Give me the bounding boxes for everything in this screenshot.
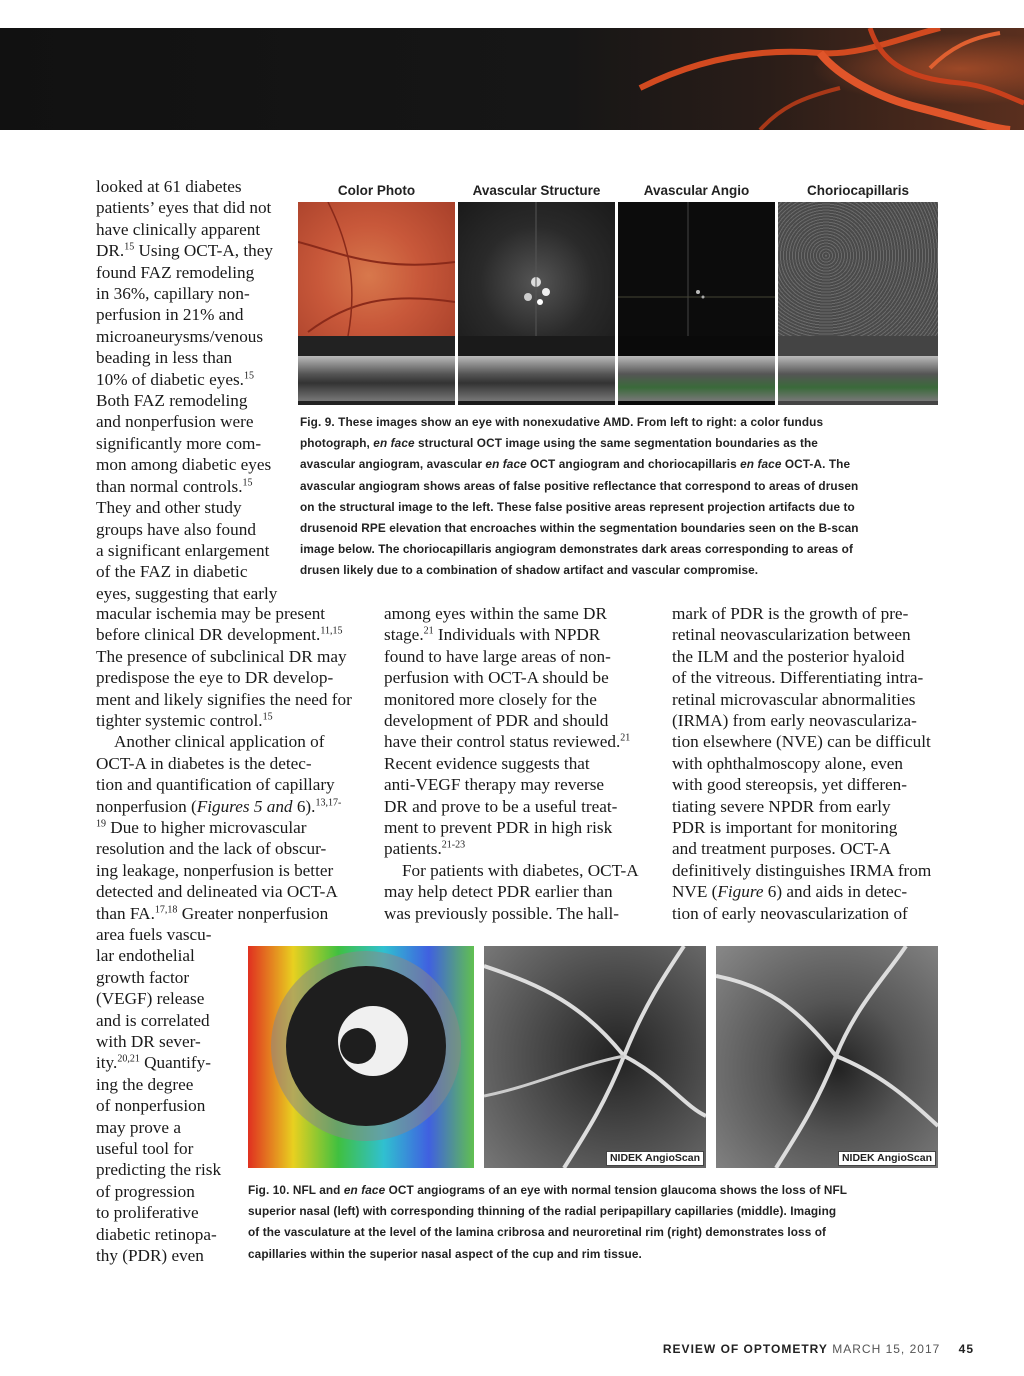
- fig9-panel-avascular-angio: [618, 180, 775, 405]
- page-footer: [663, 1342, 974, 1356]
- text-line: groups have also found: [96, 519, 256, 539]
- angio-spots-icon: [618, 202, 775, 336]
- text-line: They and other study: [96, 498, 242, 518]
- text-line: may help detect PDR earlier than: [384, 882, 613, 902]
- caption-line: on the structural image to the left. These false positive areas represent projection artifacts due to: [300, 499, 855, 514]
- caption-line: superior nasal (left) with corresponding thinning of the radial peripapillary capillaries (middle). Imaging: [248, 1204, 837, 1219]
- text-line: before clinical DR development.$^{11,15}$: [96, 625, 343, 645]
- header-banner: [0, 28, 1024, 130]
- text-line: thy (PDR) even: [96, 1246, 204, 1266]
- text-line: found to have large areas of non-: [384, 646, 611, 666]
- text-line: significantly more com-: [96, 433, 262, 453]
- column-1-middle: [96, 603, 371, 924]
- angio-image: [618, 202, 775, 336]
- text-line: was previously possible. The hall-: [384, 903, 620, 923]
- text-line: a significant enlargement: [96, 540, 270, 560]
- text-line: retinal neovascularization between: [672, 625, 911, 645]
- text-line: Another clinical application of: [114, 732, 325, 752]
- bscan-image: [778, 356, 938, 401]
- caption-line: drusen likely due to a combination of shadow artifact and vascular compromise.: [300, 563, 759, 578]
- text-line: among eyes within the same DR: [384, 604, 607, 623]
- text-line: microaneurysms/venous: [96, 326, 264, 346]
- text-line: ity.$^{20,21}$ Quantify-: [96, 1053, 211, 1073]
- caption-line: photograph, en face structural OCT image using the same segmentation boundaries as the: [300, 436, 818, 451]
- text-line: of the FAZ in diabetic: [96, 562, 248, 582]
- text-line: DR.$^{15}$ Using OCT-A, they: [96, 241, 273, 261]
- structure-image: [458, 202, 615, 336]
- text-line: of the vitreous. Differentiating intra-: [672, 668, 924, 688]
- text-line: found FAZ remodeling: [96, 262, 255, 282]
- text-line: of nonperfusion: [96, 1096, 206, 1116]
- text-line: ment to prevent PDR in high risk: [384, 818, 613, 838]
- bscan-image: [618, 356, 775, 401]
- capillary-vessels-icon: [484, 946, 706, 1168]
- text-line: perfusion with OCT-A should be: [384, 668, 609, 688]
- drusen-spots-icon: [458, 202, 615, 336]
- text-line: Recent evidence suggests that: [384, 753, 590, 773]
- text-line: lar endothelial: [96, 946, 195, 966]
- text-line: than normal controls.$^{15}$: [96, 476, 253, 496]
- text-line: macular ischemia may be present: [96, 604, 326, 623]
- text-line: definitively distinguishes IRMA from: [672, 860, 932, 880]
- text-line: and treatment purposes. OCT-A: [672, 839, 891, 859]
- fig9-panel-avascular-structure: [458, 180, 615, 405]
- text-line: with DR sever-: [96, 1032, 201, 1052]
- text-line: of progression: [96, 1181, 195, 1201]
- text-line: (VEGF) release: [96, 989, 205, 1009]
- text-line: development of PDR and should: [384, 711, 609, 731]
- text-line: $^{19}$ Due to higher microvascular: [96, 818, 307, 838]
- text-line: than FA.$^{17,18}$ Greater nonperfusion: [96, 903, 329, 923]
- text-line: mon among diabetic eyes: [96, 455, 272, 475]
- text-line: mark of PDR is the growth of pre-: [672, 604, 909, 623]
- caption-line: image below. The choriocapillaris angiogram demonstrates dark areas corresponding to areas of: [300, 542, 853, 557]
- column-1-top: [96, 176, 296, 604]
- text-line: tion of early neovascularization of: [672, 903, 908, 923]
- fig9-panel-color-photo: [298, 180, 455, 405]
- retinal-vessels-icon: [298, 202, 455, 336]
- text-line: beading in less than: [96, 348, 233, 368]
- text-line: nonperfusion (Figures 5 and 6).$^{13,17-}$: [96, 796, 342, 816]
- fig9-title-color-photo: Color Photo: [298, 180, 455, 202]
- text-line: patients.$^{21-23}$: [384, 839, 466, 859]
- text-line: have clinically apparent: [96, 219, 261, 239]
- text-line: diabetic retinopa-: [96, 1224, 217, 1244]
- text-line: The presence of subclinical DR may: [96, 646, 347, 666]
- text-line: ing leakage, nonperfusion is better: [96, 860, 334, 880]
- fig9-panel-choriocapillaris: [778, 180, 938, 405]
- text-line: resolution and the lack of obscur-: [96, 839, 327, 859]
- page-number: 45: [958, 1342, 974, 1356]
- text-line: ment and likely signifies the need for: [96, 689, 352, 709]
- text-line: useful tool for: [96, 1139, 194, 1159]
- lamina-vessels-icon: [716, 946, 938, 1168]
- caption-line: Fig. 9. These images show an eye with nonexudative AMD. From left to right: a color fundus: [300, 415, 824, 429]
- column-3: [672, 603, 962, 924]
- caption-line: capillaries within the superior nasal aspect of the cup and rim tissue.: [248, 1246, 642, 1261]
- fig10-badge-middle: NIDEK AngioScan: [606, 1151, 704, 1166]
- text-line: and is correlated: [96, 1010, 210, 1030]
- text-line: the ILM and the posterior hyaloid: [672, 646, 905, 666]
- text-line: looked at 61 diabetes: [96, 177, 242, 196]
- text-line: and nonperfusion were: [96, 412, 254, 432]
- text-line: anti-VEGF therapy may reverse: [384, 775, 605, 795]
- fig10-badge-right: NIDEK AngioScan: [838, 1151, 936, 1166]
- text-line: predicting the risk: [96, 1160, 222, 1180]
- text-line: perfusion in 21% and: [96, 305, 244, 325]
- fig9-title-choriocapillaris: Choriocapillaris: [778, 180, 938, 202]
- caption-line: avascular angiogram, avascular en face OCT angiogram and choriocapillaris en face OCT-A. The: [300, 457, 851, 472]
- text-line: growth factor: [96, 967, 190, 987]
- fig10-panel-rpc-angio: [484, 946, 706, 1168]
- fig10-panel-lamina-angio: [716, 946, 938, 1168]
- caption-line: of the vasculature at the level of the lamina cribrosa and neuroretinal rim (right) demonstrates loss of: [248, 1225, 827, 1240]
- choriocapillaris-image: [778, 202, 938, 336]
- caption-line: drusenoid RPE elevation that encroaches within the segmentation boundaries seen on the B-scan: [300, 521, 859, 536]
- text-line: have their control status reviewed.$^{21}$: [384, 732, 631, 752]
- text-line: DR and prove to be a useful treat-: [384, 796, 618, 816]
- text-line: area fuels vascu-: [96, 925, 212, 944]
- text-line: For patients with diabetes, OCT-A: [402, 860, 639, 880]
- text-line: to proliferative: [96, 1203, 199, 1223]
- text-line: PDR is important for monitoring: [672, 818, 898, 838]
- text-line: with good stereopsis, yet differen-: [672, 775, 908, 795]
- fig9-caption: [300, 412, 940, 582]
- text-line: predispose the eye to DR develop-: [96, 668, 334, 688]
- text-line: monitored more closely for the: [384, 689, 597, 709]
- text-line: OCT-A in diabetes is the detec-: [96, 753, 312, 773]
- text-line: may prove a: [96, 1117, 181, 1137]
- text-line: Both FAZ remodeling: [96, 391, 248, 411]
- text-line: ing the degree: [96, 1074, 194, 1094]
- text-line: tion and quantification of capillary: [96, 775, 335, 795]
- text-line: eyes, suggesting that early: [96, 583, 278, 603]
- text-line: stage.$^{21}$ Individuals with NPDR: [384, 625, 601, 645]
- optic-disc-icon: [248, 946, 474, 1168]
- bscan-image: [298, 356, 455, 401]
- text-line: 10% of diabetic eyes.$^{15}$: [96, 369, 254, 389]
- text-line: in 36%, capillary non-: [96, 284, 250, 304]
- text-line: (IRMA) from early neovasculariza-: [672, 711, 917, 731]
- fundus-photo: [298, 202, 455, 336]
- text-line: NVE (Figure 6) and aids in detec-: [672, 882, 908, 902]
- text-line: tiating severe NPDR from early: [672, 796, 891, 816]
- caption-line: Fig. 10. NFL and en face OCT angiograms of an eye with normal tension glaucoma shows the loss of NFL: [248, 1183, 848, 1197]
- footer-date: MARCH 15, 2017: [832, 1342, 941, 1356]
- text-line: patients’ eyes that did not: [96, 198, 272, 218]
- fig9-title-avascular-angio: Avascular Angio: [618, 180, 775, 202]
- fig9-title-avascular-structure: Avascular Structure: [458, 180, 615, 202]
- text-line: detected and delineated via OCT-A: [96, 882, 338, 902]
- text-line: tion elsewhere (NVE) can be difficult: [672, 732, 931, 752]
- column-2: [384, 603, 659, 924]
- bscan-image: [458, 356, 615, 401]
- column-1-bottom: [96, 924, 246, 1267]
- text-line: with ophthalmoscopy alone, even: [672, 753, 904, 773]
- fig10-panel-nfl-map: [248, 946, 474, 1168]
- fig10-caption: [248, 1180, 948, 1265]
- retina-vessel-art: [0, 28, 1024, 130]
- text-line: tighter systemic control.$^{15}$: [96, 711, 273, 731]
- footer-publication: REVIEW OF OPTOMETRY: [662, 1342, 828, 1356]
- caption-line: avascular angiogram shows areas of false positive reflectance that correspond to areas of drusen: [300, 478, 859, 493]
- text-line: retinal microvascular abnormalities: [672, 689, 916, 709]
